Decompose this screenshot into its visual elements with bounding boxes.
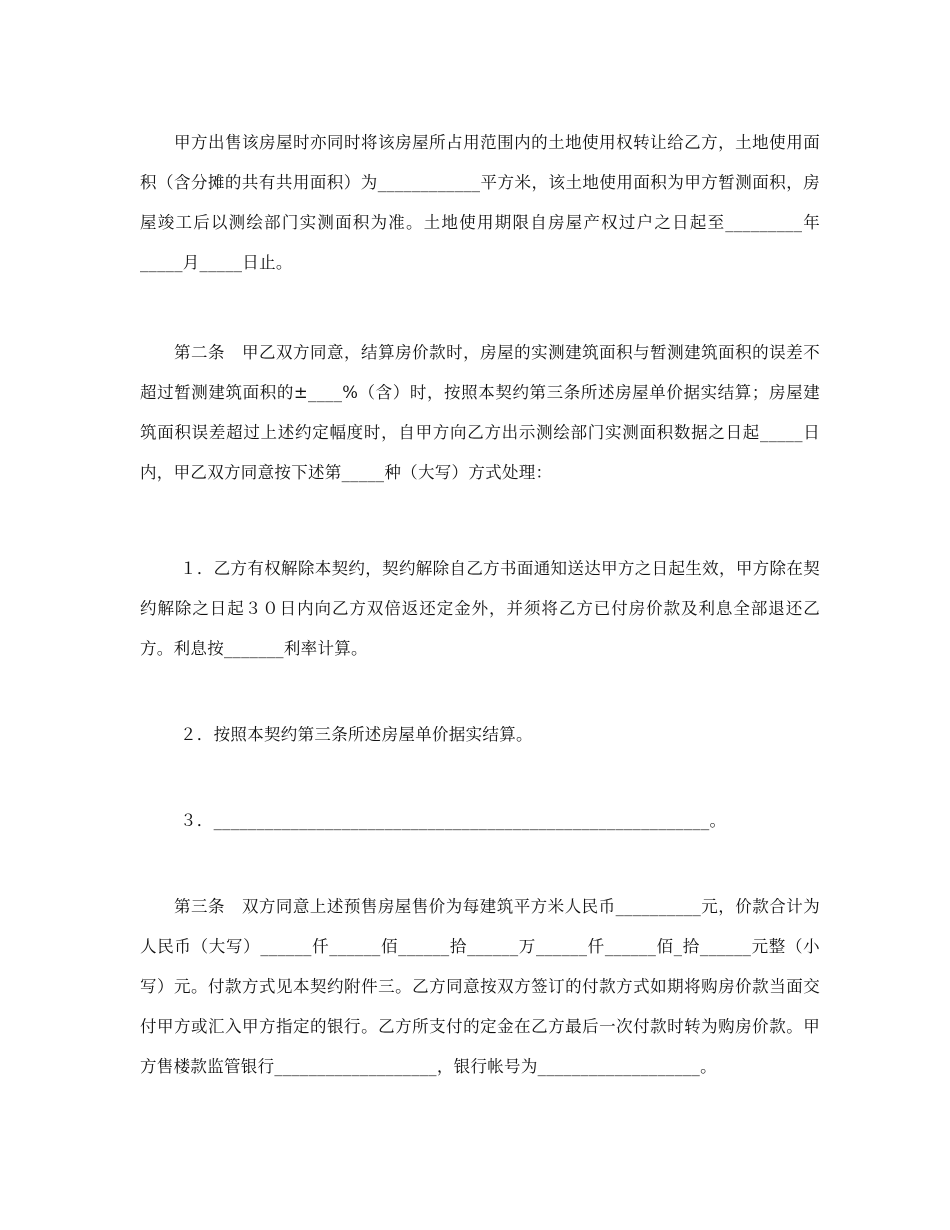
- paragraph-option-1: １．乙方有权解除本契约，契约解除自乙方书面通知送达甲方之日起生效，甲方除在契约解除之日起３０日内向乙方双倍返还定金外，并须将乙方已付房价款及利息全部退还乙方。利息按_______利率计算。: [140, 558, 820, 658]
- paragraph-article-2: 第二条 甲乙双方同意，结算房价款时，房屋的实测建筑面积与暂测建筑面积的误差不超过暂测建筑面积的±____%（含）时，按照本契约第三条所述房屋单价据实结算；房屋建筑面积误差超过上述约定幅度时，自甲方向乙方出示测绘部门实测面积数据之日起_____日内，甲乙双方同意按下述第_____种（大写）方式处理：: [140, 342, 820, 482]
- paragraph-option-2: ２．按照本契约第三条所述房屋单价据实结算。: [180, 724, 533, 744]
- paragraph-article-3: 第三条 双方同意上述预售房屋售价为每建筑平方米人民币__________元，价款合计为人民币（大写）______仟______佰______拾______万______仟______佰_拾______元整（小写）元。付款方式见本契约附件三。乙方同意按双方签订的付款方式如期将购房价款当面交付甲方或汇入甲方指定的银行。乙方所支付的定金在乙方最后一次付款时转为购房价款。甲方售楼款监管银行___________________，银行帐号为___________________。: [140, 896, 820, 1076]
- paragraph-land-use-rights: 甲方出售该房屋时亦同时将该房屋所占用范围内的土地使用权转让给乙方，土地使用面积（含分摊的共有共用面积）为____________平方米，该土地使用面积为甲方暂测面积，房屋竣工后以测绘部门实测面积为准。土地使用期限自房屋产权过户之日起至_________年_____月_____日止。: [140, 132, 820, 272]
- paragraph-option-3: ３．__________________________________________________________。: [180, 810, 727, 830]
